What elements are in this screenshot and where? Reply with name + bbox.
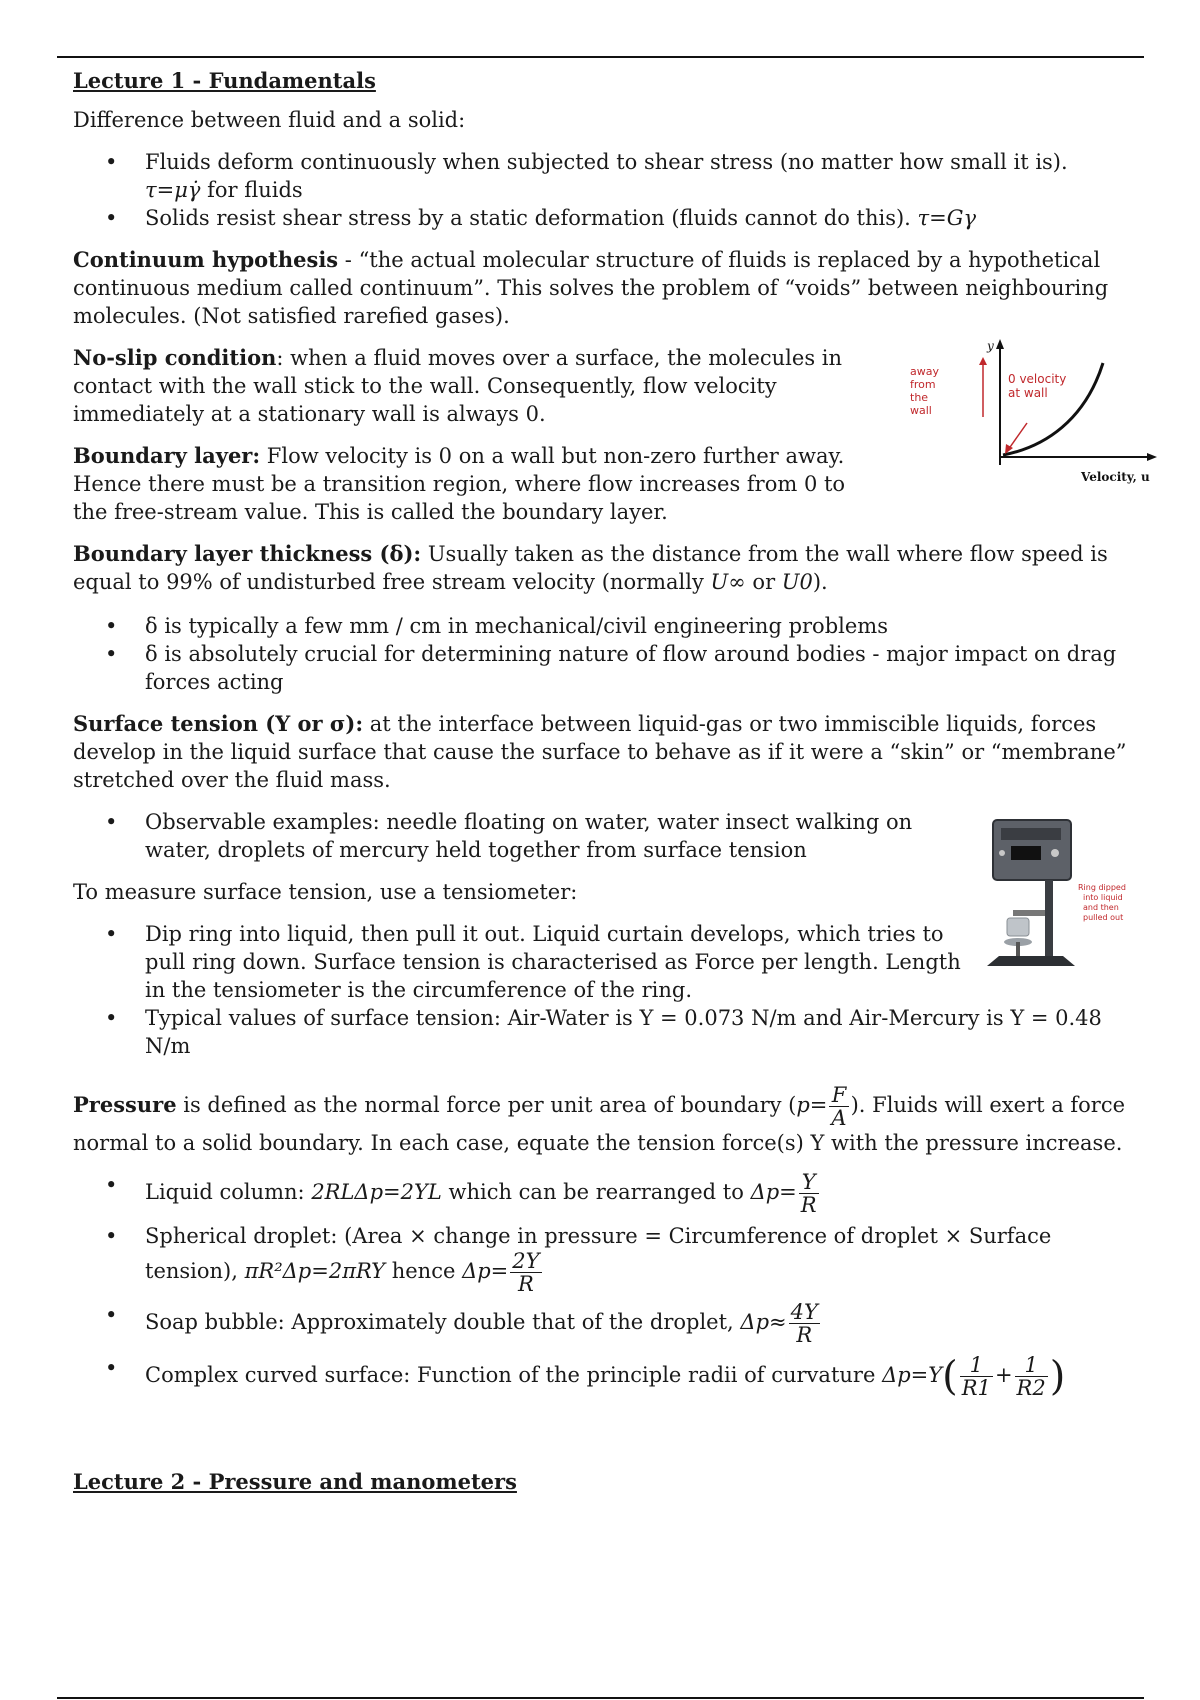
list-item: • Soap bubble: Approximately double that of the droplet, Δp≈ $\frac{4Y}{R}$ — [73, 1301, 1133, 1346]
y-axis-label: y — [987, 339, 994, 353]
list-item: • δ is typically a few mm / cm in mechanical/civil engineering problems — [73, 612, 1133, 640]
x-axis-label: Velocity, u — [1081, 470, 1150, 484]
curvature-fraction-1: $\frac{1}{R1}$ — [961, 1353, 991, 1400]
away-arrow-head — [979, 357, 987, 365]
pressure-paragraph: Pressure is defined as the normal force per unit area of boundary (p= $\frac{F}{A}$ ). Fluids will exert a force normal to a solid boundary. In each case, equate the tension force(s) Y with the pressure increase. — [73, 1083, 1126, 1155]
svg-text:pulled out: pulled out — [1083, 913, 1124, 922]
liquid-vessel — [1007, 918, 1029, 936]
tensiometer-display — [1011, 846, 1041, 860]
top-rule — [57, 56, 1144, 58]
ring-note: Ring dipped — [1078, 883, 1126, 892]
shear-formula-fluid: τ=μγ̇ — [145, 178, 201, 202]
tensiometer-illustration — [975, 818, 1150, 983]
svg-text:into liquid: into liquid — [1083, 893, 1123, 902]
boundary-layer-thickness-paragraph: Boundary layer thickness (δ): Usually taken as the distance from the wall where flow speed is equal to 99% of undisturbed free stream velocity (normally U∞ or U0). — [73, 541, 1108, 594]
y-axis-arrow — [996, 339, 1004, 349]
pressure-cases-list — [73, 1171, 1133, 1399]
list-item: • Dip ring into liquid, then pull it out. Liquid curtain develops, which tries to pull ring down. Surface tension is characterised as Force per length. Length in the tensiometer is the circumference of the ring. — [73, 920, 965, 1004]
fluid-solid-list — [73, 148, 1133, 232]
lecture-notes — [73, 66, 1133, 1497]
tensiometer-figure — [975, 818, 1150, 983]
list-item: • Liquid column: 2RLΔp=2YL which can be rearranged to Δp= $\frac{Y}{R}$ — [73, 1171, 1133, 1216]
difference-intro: Difference between fluid and a solid: — [73, 108, 466, 132]
zero-velocity-note: 0 velocity — [1008, 372, 1067, 386]
shear-formula-solid: τ=Gγ — [917, 206, 977, 230]
svg-text:at wall: at wall — [1008, 386, 1048, 400]
droplet-fraction: $\frac{2Y}{R}$ — [512, 1249, 540, 1296]
velocity-profile-plot — [905, 335, 1160, 495]
svg-text:the: the — [910, 391, 929, 404]
lecture-1-heading: Lecture 1 - Fundamentals — [73, 68, 376, 93]
list-item: • Complex curved surface: Function of the principle radii of curvature Δp=Y( $\frac{1}{R1}$ + $\frac{1}{R2}$ ) — [73, 1354, 1133, 1399]
surface-tension-examples — [73, 808, 973, 864]
tensiometer-base — [987, 956, 1075, 966]
x-axis-arrow — [1147, 453, 1157, 461]
svg-text:from: from — [910, 378, 936, 391]
away-note: away — [910, 365, 939, 378]
svg-text:and then: and then — [1083, 903, 1119, 912]
delta-list — [73, 612, 1133, 696]
list-item: • Observable examples: needle floating on water, water insect walking on water, droplets of mercury held together from surface tension — [73, 808, 973, 864]
tensiometer-list — [73, 920, 1133, 1060]
lecture-2-heading: Lecture 2 - Pressure and manometers — [73, 1469, 517, 1494]
wall-arrow-shaft — [1008, 423, 1027, 450]
no-slip-paragraph: No-slip condition: when a fluid moves over a surface, the molecules in contact with the wall stick to the wall. Consequently, flow velocity immediately at a stationary wall is always 0. — [73, 345, 843, 426]
curvature-fraction-2: $\frac{1}{R2}$ — [1016, 1353, 1046, 1400]
tensiometer-intro: To measure surface tension, use a tensiometer: — [73, 880, 578, 904]
bottom-rule — [57, 1697, 1144, 1699]
bubble-fraction: $\frac{4Y}{R}$ — [790, 1300, 818, 1347]
pressure-fraction: $\frac{F}{A}$ — [831, 1083, 847, 1130]
list-item: • Fluids deform continuously when subjected to shear stress (no matter how small it is). τ=μγ̇ for fluids — [73, 148, 1133, 204]
continuum-paragraph: Continuum hypothesis - “the actual molecular structure of fluids is replaced by a hypothetical continuous medium called continuum”. This solves the problem of “voids” between neighbouring molecules. (Not satisfied rarefied gases). — [73, 247, 1109, 328]
velocity-profile-figure — [905, 335, 1160, 495]
list-item: • Typical values of surface tension: Air-Water is Y = 0.073 N/m and Air-Mercury is Y = 0.48 N/m — [73, 1004, 1133, 1060]
list-item: • Spherical droplet: (Area × change in pressure = Circumference of droplet × Surface tension), πR²Δp=2πRY hence Δp= $\frac{2Y}{R}$ — [73, 1222, 1133, 1295]
tensiometer-stand — [1045, 880, 1053, 960]
boundary-layer-paragraph: Boundary layer: Flow velocity is 0 on a wall but non-zero further away. Hence there must be a transition region, where flow increases from 0 to the free-stream value. This is called the boundary layer. — [73, 443, 846, 524]
list-item: • δ is absolutely crucial for determining nature of flow around bodies - major impact on drag forces acting — [73, 640, 1133, 696]
list-item: • Solids resist shear stress by a static deformation (fluids cannot do this). τ=Gγ — [73, 204, 1133, 232]
svg-text:wall: wall — [910, 404, 932, 417]
surface-tension-paragraph: Surface tension (Y or σ): at the interface between liquid-gas or two immiscible liquids, forces develop in the liquid surface that cause the surface to behave as if it were a “skin” or “membrane” stretched over the fluid mass. — [73, 711, 1127, 792]
liquid-column-fraction: $\frac{Y}{R}$ — [800, 1170, 817, 1217]
